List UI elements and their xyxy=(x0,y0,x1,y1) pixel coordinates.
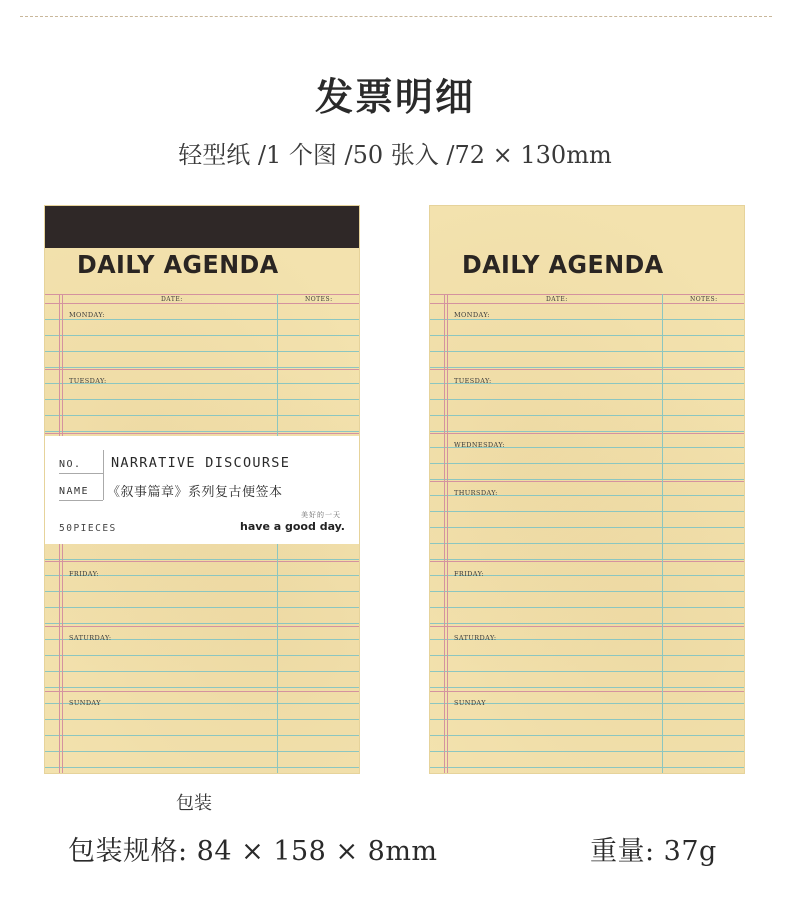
date-label: DATE: xyxy=(161,296,183,303)
rule-line xyxy=(430,463,744,464)
packaging-band xyxy=(45,436,359,544)
band-divider xyxy=(103,450,104,500)
day-label-thursday: THURSDAY: xyxy=(454,489,498,497)
day-label-saturday: SATURDAY: xyxy=(69,634,112,642)
rule-line xyxy=(45,687,359,688)
rule-line xyxy=(45,369,359,370)
rule-line xyxy=(45,735,359,736)
rule-line xyxy=(45,561,359,562)
notes-column-line xyxy=(662,294,663,773)
band-title: NARRATIVE DISCOURSE xyxy=(111,455,291,471)
rule-line xyxy=(430,415,744,416)
day-label-tuesday: TUESDAY: xyxy=(69,377,107,385)
rule-line xyxy=(45,303,359,304)
rule-line xyxy=(430,561,744,562)
rule-line xyxy=(45,431,359,432)
rule-line xyxy=(45,319,359,320)
rule-line xyxy=(45,719,359,720)
rule-line xyxy=(430,294,744,295)
page-title: 发票明细 xyxy=(314,74,475,119)
rule-line xyxy=(430,543,744,544)
rule-line xyxy=(430,687,744,688)
package-caption: 包装 xyxy=(176,793,212,814)
rule-line xyxy=(430,623,744,624)
rule-line xyxy=(45,294,359,295)
day-label-friday: FRIDAY: xyxy=(69,570,100,578)
notepad-sheet xyxy=(430,206,744,773)
rule-line xyxy=(430,431,744,432)
rule-line xyxy=(45,767,359,768)
rule-line xyxy=(45,591,359,592)
weight-spec: 重量: 37g xyxy=(590,836,717,867)
day-label-tuesday: TUESDAY: xyxy=(454,377,492,385)
band-no-label: NO. xyxy=(59,459,82,470)
rule-line xyxy=(45,399,359,400)
day-label-friday: FRIDAY: xyxy=(454,570,485,578)
rule-line xyxy=(430,767,744,768)
band-subtitle: 《叙事篇章》系列复古便签本 xyxy=(107,485,283,500)
band-divider xyxy=(59,473,103,474)
day-label-wednesday: WEDNESDAY: xyxy=(454,441,505,449)
rule-line xyxy=(45,607,359,608)
rule-line xyxy=(430,433,744,434)
date-label: DATE: xyxy=(546,296,568,303)
day-label-sunday: SUNDAY xyxy=(69,699,101,707)
band-small-text: 美好的一天 xyxy=(301,511,341,519)
rule-line xyxy=(45,626,359,627)
rule-line xyxy=(430,735,744,736)
notepad-heading: DAILY AGENDA xyxy=(77,250,279,279)
rule-line xyxy=(430,591,744,592)
rule-line xyxy=(430,751,744,752)
rule-line xyxy=(45,351,359,352)
rule-line xyxy=(45,655,359,656)
rule-line xyxy=(45,671,359,672)
band-name-label: NAME xyxy=(59,486,90,497)
day-label-sunday: SUNDAY xyxy=(454,699,486,707)
rule-line xyxy=(430,626,744,627)
rule-line xyxy=(430,319,744,320)
margin-line xyxy=(444,294,445,773)
rule-line xyxy=(430,367,744,368)
day-label-saturday: SATURDAY: xyxy=(454,634,497,642)
rule-line xyxy=(45,415,359,416)
rule-line xyxy=(430,559,744,560)
rule-line xyxy=(430,655,744,656)
rule-line xyxy=(430,527,744,528)
rule-line xyxy=(45,623,359,624)
top-dashed-rule xyxy=(20,16,772,17)
rule-line xyxy=(430,691,744,692)
day-label-monday: MONDAY: xyxy=(69,311,105,319)
rule-line xyxy=(430,303,744,304)
notepad-heading: DAILY AGENDA xyxy=(462,250,664,279)
notes-label: NOTES: xyxy=(305,296,333,303)
rule-line xyxy=(430,479,744,480)
notes-label: NOTES: xyxy=(690,296,718,303)
package-spec: 包装规格: 84 × 158 × 8mm xyxy=(68,836,438,867)
rule-line xyxy=(430,335,744,336)
rule-line xyxy=(430,481,744,482)
rule-line xyxy=(430,511,744,512)
band-divider xyxy=(59,500,103,501)
band-pieces: 50PIECES xyxy=(59,523,117,534)
rule-line xyxy=(45,433,359,434)
rule-line xyxy=(430,719,744,720)
rule-line xyxy=(45,367,359,368)
rule-line xyxy=(45,691,359,692)
rule-line xyxy=(430,607,744,608)
rule-line xyxy=(430,351,744,352)
notepad-binding xyxy=(45,206,359,248)
day-label-monday: MONDAY: xyxy=(454,311,490,319)
rule-line xyxy=(430,671,744,672)
rule-line xyxy=(430,369,744,370)
rule-line xyxy=(45,751,359,752)
rule-line xyxy=(45,335,359,336)
rule-line xyxy=(430,399,744,400)
margin-line xyxy=(447,294,448,773)
band-tagline: have a good day. xyxy=(240,520,345,533)
rule-line xyxy=(45,559,359,560)
page-subtitle: 轻型纸 /1 个图 /50 张入 /72 × 130mm xyxy=(178,141,612,169)
